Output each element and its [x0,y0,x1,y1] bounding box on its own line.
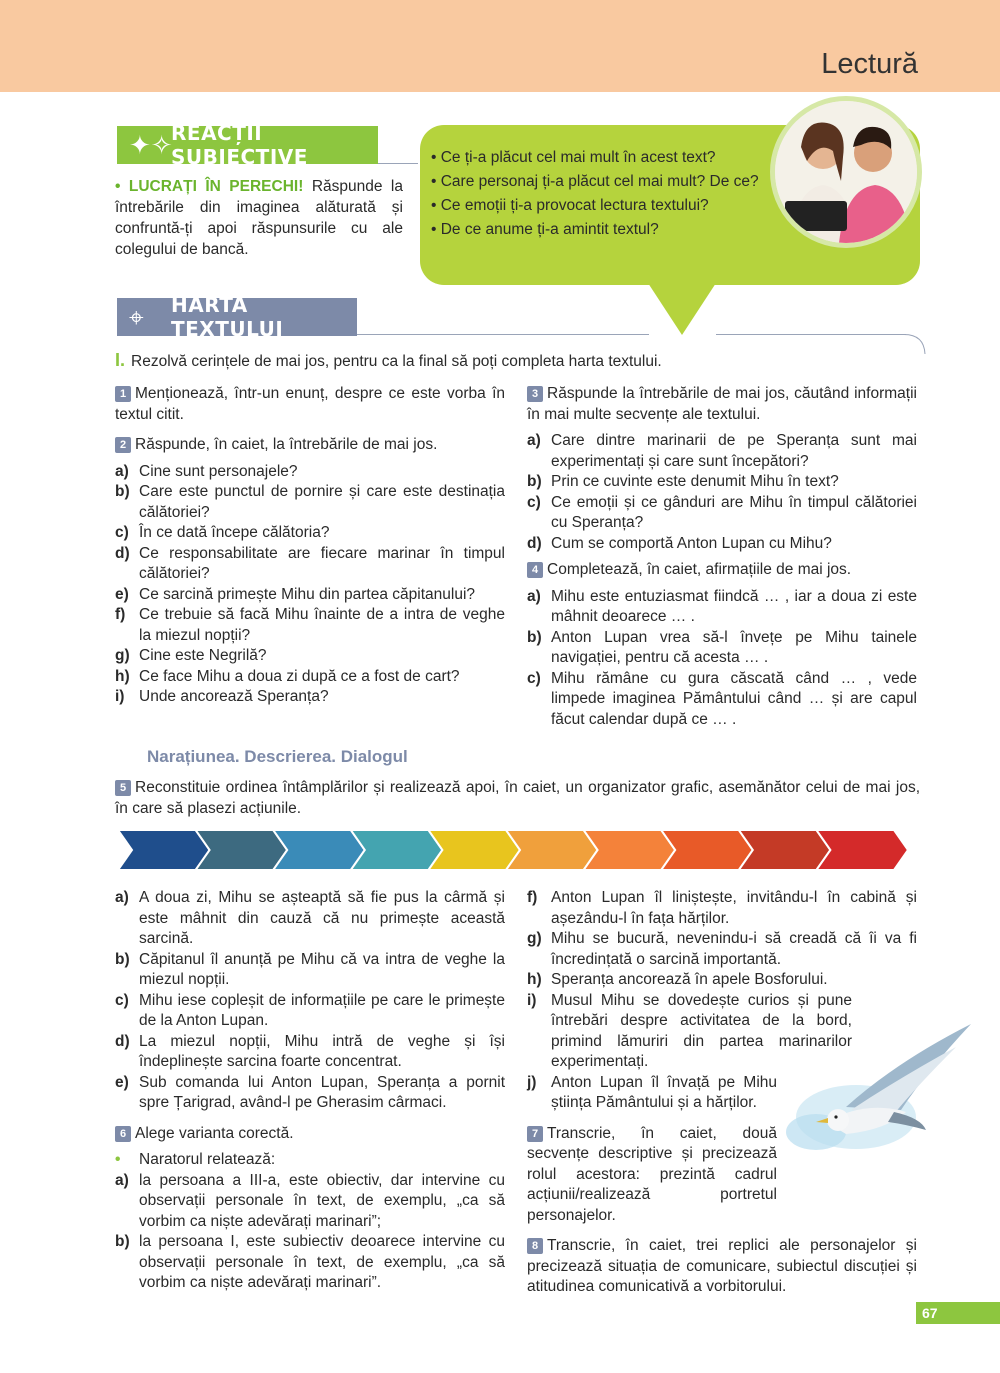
list-item: e) Ce sarcină primește Mihu din partea căpitanului? [115,585,476,603]
question-number: 6 [115,1126,131,1142]
question-number: 8 [527,1238,543,1254]
list-item: g) Cine este Negrilă? [115,647,267,664]
right-column [527,384,917,730]
event-item: b) Căpitanul îl anunță pe Mihu că va intra de veghe la miezul nopții. [115,950,505,988]
list-item: a) Cine sunt personajele? [115,462,298,480]
question-number: 1 [115,386,131,402]
rule-corner [904,334,928,356]
chevron-step [506,830,598,870]
event-item: f) Anton Lupan îl liniștește, invitându-l în cabină și așezându-l în fața hărților. [527,889,917,927]
list-item: c) În ce dată începe călătoria? [115,524,330,541]
list-item: b) Care este punctul de pornire și care este destinația călătoriei? [115,483,505,521]
chevron-step [584,830,676,870]
question-number: 5 [115,780,131,796]
list-item: d) Cum se comportă Anton Lupan cu Mihu? [527,534,832,552]
event-item: h) Speranța ancorează în apele Bosforului. [527,971,828,988]
event-item: i) Musul Mihu se dovedește curios și pune întrebări despre activitatea de la bord, primind lămuriri din partea marinarilor experimentați. [527,991,852,1070]
list-item: a) Mihu este entuziasmat fiindcă … , iar a doua zi este mâhnit deoarece … . [527,587,917,625]
chevron-step [351,830,443,870]
chevron-step [196,830,288,870]
chevron-step [816,830,908,870]
page-number: 67 [916,1302,1000,1324]
stars-icon: ✦✧ [129,130,173,160]
event-item: d) La miezul nopții, Mihu intră de veghe și își îndeplinește sarcina foarte concentrat. [115,1032,505,1070]
chevron-step [739,830,831,870]
list-item: d) Ce responsabilitate are fiecare marinar în timpul călătoriei? [115,544,505,582]
list-item: a) Care dintre marinarii de pe Speranța sunt mai experimentați și care sunt începători? [527,432,917,470]
chevron-step [118,830,210,870]
list-item: c) Ce emoții și ce gânduri are Mihu în timpul călătoriei cu Speranța? [527,493,917,531]
question-7: 7 Transcrie, în caiet, două secvențe descriptive și precizează rolul acestora: prezintă cadrul acțiunii/realizează portretul personajelor. [527,1124,777,1224]
option-item: b) la persoana I, este subiectiv deoarece intervine cu observații personale în text, de exemplu, „ca să vorbim ca niște adevărați marinari”. [115,1233,505,1291]
question-2: 2 Răspunde, în caiet, la întrebările de mai jos. [115,435,505,456]
chapter-title: Lectură [821,48,918,80]
bubble-question: • Care personaj ți-a plăcut cel mai mult? De ce? [431,173,759,190]
section-rule [716,334,906,335]
students-photo [770,96,922,248]
event-item: g) Mihu se bucură, nevenindu-i să creadă că îi va fi încredințată o sarcină importantă. [527,930,917,968]
event-item: j) Anton Lupan îl învață pe Mihu știința Pământului și a hărților. [527,1073,777,1111]
seagull-illustration [776,1022,986,1162]
list-item: i) Unde ancorează Speranța? [115,688,329,705]
students-illustration [775,101,917,243]
event-item: a) A doua zi, Mihu se așteaptă să fie pus la cârmă și este mâhnit din cauză că nu primește această sarcină. [115,889,505,947]
question-8: 8 Transcrie, în caiet, trei replici ale personajelor și precizează situația de comunicare, subiectul discuției și atitudinea comunicativă a vorbitorului. [527,1237,917,1295]
chevron-step [273,830,365,870]
list-item: b) Prin ce cuvinte este denumit Mihu în text? [527,473,839,490]
pair-work-instructions: • LUCRAȚI ÎN PERECHI! Răspunde la întrebările din imaginea alăturată și confruntă-ți apoi răspunsurile cu ale colegului de bancă. [115,178,403,258]
page-header [0,0,1000,92]
bubble-question: • Ce emoții ți-a provocat lectura textului? [431,197,709,214]
event-item: c) Mihu iese copleșit de informațiile pe care le primește de la Anton Lupan. [115,991,505,1029]
question-3: 3 Răspunde la întrebările de mai jos, căutând informații în mai multe secvențe ale textului. [527,385,917,423]
list-item: f) Ce trebuie să facă Mihu înainte de a intra de veghe la miezul nopții? [115,606,505,644]
list-item: h) Ce face Mihu a doua zi după ce a fost de cart? [115,667,460,685]
bubble-question: • De ce anume ți-a amintit textul? [431,221,659,238]
question-number: 3 [527,386,543,402]
question-number: 7 [527,1126,543,1142]
bullet-item: • Naratorul relatează: [115,1151,276,1168]
question-number: 2 [115,437,131,453]
bubble-questions [431,148,761,244]
speech-bubble-tail [648,283,716,335]
reactii-subiective-label: ✦✧ REACȚII SUBIECTIVE [117,126,378,164]
section-rule [378,163,418,164]
map-pin-icon: ⌖ [129,302,144,332]
section-rule [357,334,649,335]
chevron-step [428,830,520,870]
question-6: 6 Alege varianta corectă. [115,1124,505,1145]
chevron-step [661,830,753,870]
harta-intro: I. Rezolvă cerințele de mai jos, pentru ca la final să poți completa harta textului. [115,350,662,370]
bubble-question: • Ce ți-a plăcut cel mai mult în acest text? [431,149,716,166]
list-item: b) Anton Lupan vrea să-l învețe pe Mihu tainele navigației, pentru că acesta … . [527,628,917,666]
list-item: c) Mihu rămâne cu gura căscată când … , vede limpede imaginea Pământului când … și are capul făcut calendar după ce … . [527,669,917,728]
naratiune-subtitle: Narațiunea. Descrierea. Dialogul [147,747,408,766]
question-5: 5 Reconstituie ordinea întâmplărilor și realizează apoi, în caiet, un organizator grafic, asemănător celui de mai jos, în care să plasezi acțiunile. [115,779,920,817]
arrow-organizer [118,830,908,870]
event-item: e) Sub comanda lui Anton Lupan, Speranța a pornit spre Țarigrad, având-l pe Gherasim cârmaci. [115,1073,505,1111]
question-1: 1 Menționează, într-un enunț, despre ce este vorba în textul citit. [115,385,505,423]
option-item: a) la persoana a III-a, este obiectiv, dar intervine cu observații personale în text, de exemplu, „ca să vorbim ca niște adevărați marinari”; [115,1171,505,1230]
question-number: 4 [527,562,543,578]
events-left [115,888,505,1294]
harta-textului-label: ⌖ HARTA TEXTULUI [117,298,357,336]
left-column [115,384,505,708]
question-4: 4 Completează, în caiet, afirmațiile de mai jos. [527,560,917,581]
